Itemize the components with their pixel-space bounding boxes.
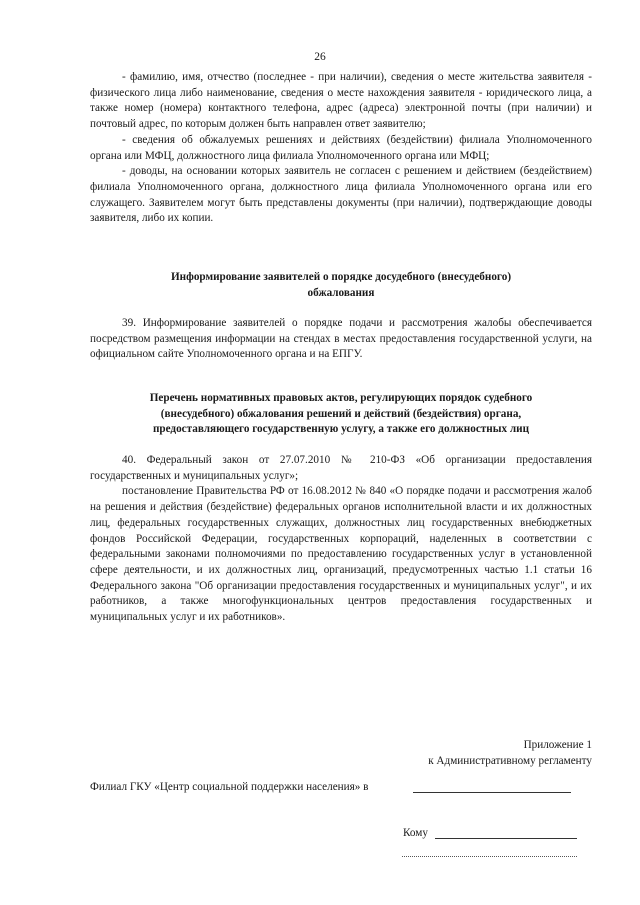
section-heading-informing xyxy=(90,270,592,301)
list-item: - сведения об обжалуемых решениях и действиях (бездействии) филиала Уполномоченного органа или МФЦ, должностного лица филиала Уполномоченного органа или МФЦ; xyxy=(90,133,592,162)
paragraph-39 xyxy=(90,316,592,363)
heading-line: обжалования xyxy=(307,286,375,299)
heading-line: Перечень нормативных правовых актов, регулирующих порядок судебного xyxy=(149,392,533,404)
appendix-caption xyxy=(428,738,592,769)
paragraph-text: 40. Федеральный закон от 27.07.2010 № 210-ФЗ «Об организации предоставления государственных и муниципальных услуг»; xyxy=(90,454,592,482)
paragraph-40 xyxy=(90,453,592,626)
recipient-field[interactable] xyxy=(435,838,577,839)
heading-line: (внесудебного) обжалования решений и действий (бездействия) органа, xyxy=(160,407,522,420)
appendix-line: Приложение 1 xyxy=(523,739,592,751)
recipient-label: Кому xyxy=(403,827,428,839)
page-number: 26 xyxy=(314,51,326,63)
list-item: - фамилию, имя, отчество (последнее - при наличии), сведения о месте жительства заявителя - физического лица либо наименование, сведения о месте нахождения заявителя - юридического лица, а также номер (номера) контактного телефона, адрес (адреса) электронной почты (при наличии) и почтовый адрес, по которым должен быть направлен ответ заявителю; xyxy=(90,71,592,131)
paragraph-text: постановление Правительства РФ от 16.08.2012 № 840 «О порядке подачи и рассмотрения жалоб на решения и действия (бездействие) федеральных органов исполнительной власти и их должностных лиц, федеральных государственных служащих, должностных лиц государственных внебюджетных фондов Российской Федерации, государственных корпораций, наделенных в соответствии с федеральными законами полномочиями по предоставлению государственных услуг в установленной сфере деятельности, и их должностных лиц, организаций, предусмотренных частью 1.1 статьи 16 Федерального закона "Об организации предоставления государственных и муниципальных услуг", и их работников, а также многофункциональных центров предоставления государственных и муниципальных услуг и их работников». xyxy=(90,485,592,624)
recipient-field-line2[interactable] xyxy=(402,856,577,857)
branch-name-field[interactable] xyxy=(413,792,571,793)
branch-label: Филиал ГКУ «Центр социальной поддержки населения» в xyxy=(90,781,369,793)
heading-line: Информирование заявителей о порядке досудебного (внесудебного) xyxy=(170,271,512,283)
list-item: - доводы, на основании которых заявитель не согласен с решением и действием (бездействием) филиала Уполномоченного органа, должностного лица филиала Уполномоченного органа или его служащего. Заявителем могут быть представлены документы (при наличии), подтверждающие доводы заявителя, либо их копии. xyxy=(90,165,592,225)
appendix-line: к Административному регламенту xyxy=(428,754,592,767)
heading-line: предоставляющего государственную услугу, а также его должностных лиц xyxy=(152,423,530,436)
complaint-requirements-list xyxy=(90,70,592,227)
section-heading-legal-acts xyxy=(90,391,592,438)
paragraph-text: 39. Информирование заявителей о порядке подачи и рассмотрения жалобы обеспечивается посредством размещения информации на стендах в местах предоставления государственной услуги, на официальном сайте Уполномоченного органа и на ЕПГУ. xyxy=(90,317,592,361)
